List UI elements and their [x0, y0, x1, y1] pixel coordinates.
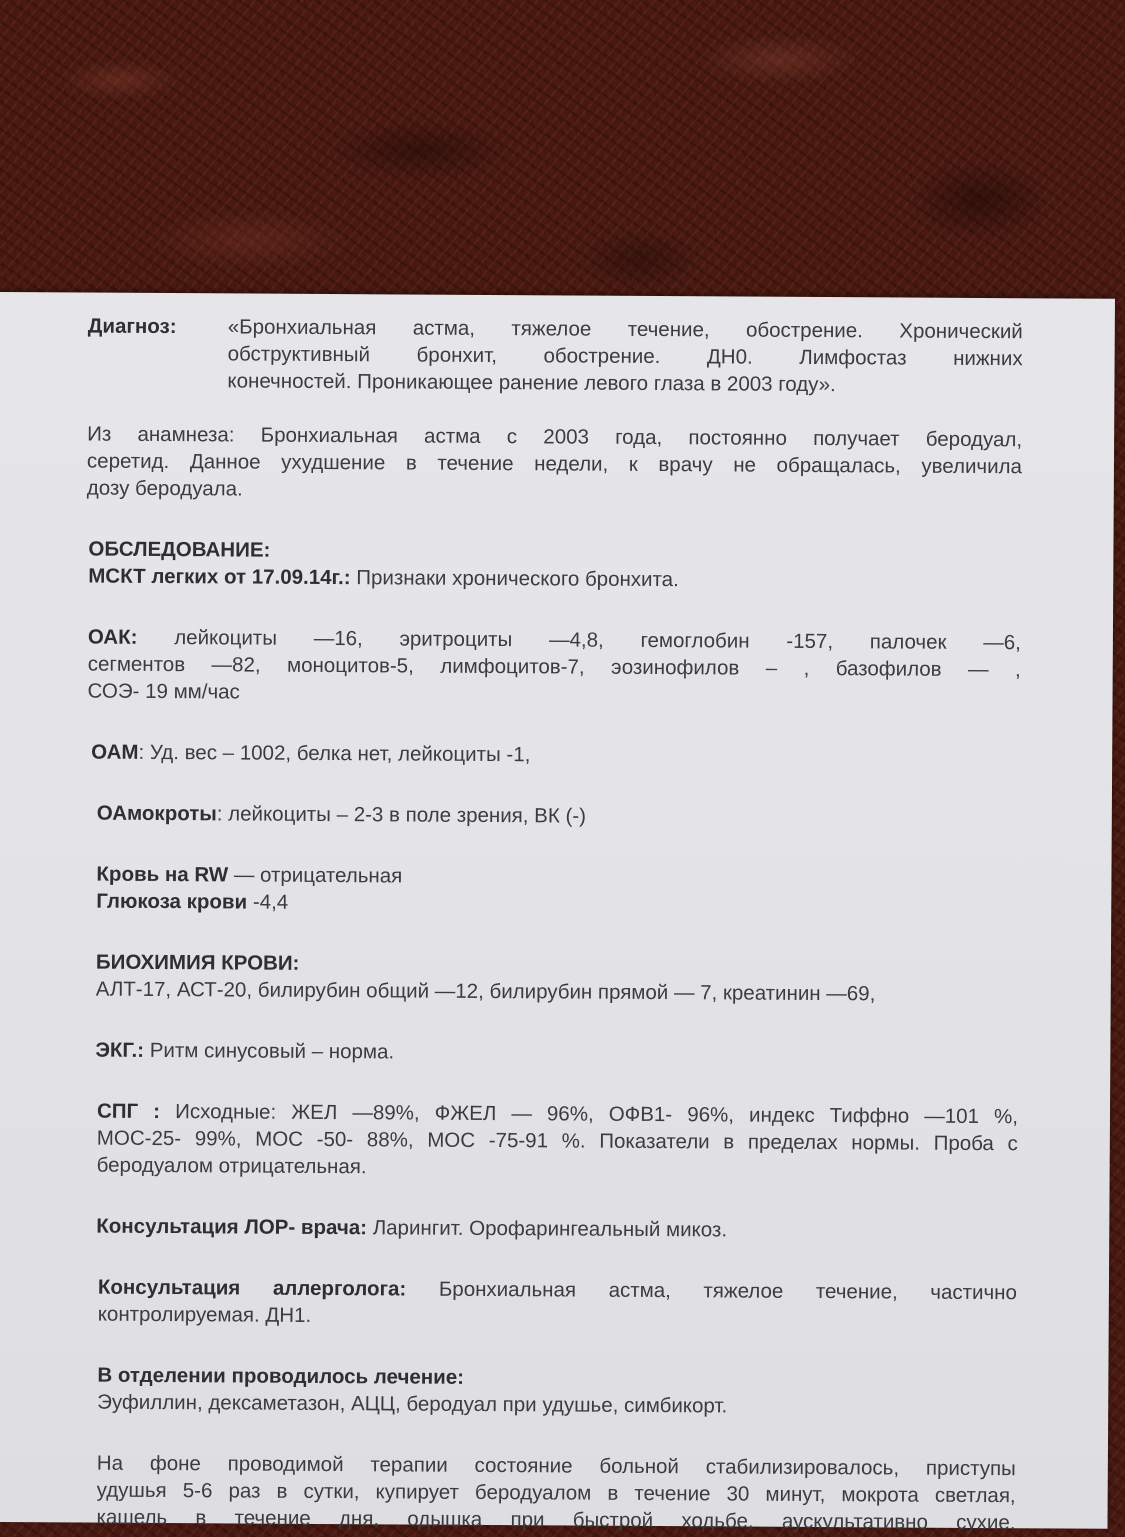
glucose-label: Глюкоза крови — [96, 889, 248, 914]
exam-section — [86, 536, 1021, 596]
ecg-line: ЭКГ.: Ритм синусовый – норма. — [95, 1038, 395, 1064]
paper-sheet — [0, 292, 1115, 1535]
spg-line: беродуалом отрицательная. — [96, 1153, 367, 1179]
oak-line: ОАК: лейкоциты —16, эритроциты —4,8, гемоглобин -157, палочек —6, — [87, 625, 1021, 655]
outcome-section — [80, 1450, 1015, 1537]
diagnosis-text — [227, 313, 1022, 399]
spg-label: СПГ : — [96, 1099, 161, 1123]
spg-section — [83, 1098, 1018, 1185]
sputum-line: ОАмокроты: лейкоциты – 2-3 в поле зрения, ВК (-) — [96, 801, 587, 828]
ecg-label: ЭКГ.: — [95, 1038, 145, 1062]
rw-label: Кровь на RW — [96, 862, 229, 887]
allergist-line: Консультация аллерголога: Бронхиальная астма, тяжелое течение, частично — [97, 1275, 1017, 1305]
allergist-section — [82, 1274, 1017, 1334]
ent-label: Консультация ЛОР- врача: — [96, 1214, 368, 1240]
diagnosis-label: Диагноз: — [87, 314, 177, 339]
outcome-line: кашель в течение дня, одышка при быстрой ходьбе, аускультативно сухие, — [96, 1505, 1016, 1535]
oak-line: СОЭ- 19 мм/час — [87, 679, 240, 704]
msct-line — [88, 563, 1021, 596]
glucose-line: Глюкоза крови -4,4 — [96, 889, 289, 914]
biochem-section — [84, 949, 1019, 1009]
anamnesis-line: дозу беродуала. — [86, 476, 243, 501]
biochem-text: АЛТ-17, АСТ-20, билирубин общий —12, билирубин прямой — 7, креатинин —69, — [95, 977, 876, 1006]
anamnesis-line: Из анамнеза: Бронхиальная астма с 2003 года, постоянно получает беродуал, — [87, 422, 1023, 452]
anamnesis-line: серетид. Данное ухудшение в течение недели, к врачу не обращалась, увеличила — [86, 449, 1023, 479]
diagnosis-line: конечностей. Проникающее ранение левого глаза в 2003 году». — [227, 369, 836, 397]
document-body — [80, 313, 1022, 1537]
spg-line: МОС-25- 99%, МОС -50- 88%, МОС -75-91 %. Показатели в пределах нормы. Проба с — [96, 1126, 1018, 1156]
treatment-text: Эуфиллин, дексаметазон, АЦЦ, беродуал при удушье, симбикорт. — [97, 1390, 728, 1418]
oak-label: ОАК: — [87, 625, 138, 649]
diagnosis-line: обструктивный бронхит, обострение. ДН0. Лимфостаз нижних — [227, 342, 1023, 371]
outcome-line: На фоне проводимой терапии состояние больной стабилизировалось, приступы — [96, 1451, 1016, 1481]
anamnesis-section — [87, 421, 1022, 508]
oam-line: ОАМ: Уд. вес – 1002, белка нет, лейкоциты -1, — [91, 740, 531, 767]
outcome-line: удушья 5-6 раз в сутки, купирует беродуалом в течение 30 минут, мокрота светлая, — [96, 1478, 1016, 1508]
diagnosis-line: «Бронхиальная астма, тяжелое течение, обострение. Хронический — [227, 315, 1023, 344]
allergist-label: Консультация аллерголога: — [97, 1275, 407, 1301]
ent-line: Консультация ЛОР- врача: Ларингит. Орофарингеальный микоз. — [96, 1214, 728, 1242]
sputum-label: ОАмокроты — [96, 801, 217, 826]
msct-label: МСКТ легких от 17.09.14г.: — [88, 564, 351, 590]
msct-text: Признаки хронического бронхита. — [350, 566, 679, 592]
exam-heading: ОБСЛЕДОВАНИЕ: — [88, 537, 271, 562]
rw-line: Кровь на RW — отрицательная — [96, 862, 403, 888]
treatment-heading: В отделении проводилось лечение: — [97, 1363, 465, 1389]
oak-line: сегментов —82, моноцитов-5, лимфоцитов-7, эозинофилов – , базофилов — , — [87, 652, 1021, 682]
oam-label: ОАМ — [91, 740, 139, 764]
spg-line: СПГ : Исходные: ЖЕЛ —89%, ФЖЕЛ — 96%, ОФВ1- 96%, индекс Тиффно —101 %, — [96, 1099, 1019, 1129]
treatment-section — [81, 1362, 1016, 1422]
diagnosis-section — [87, 313, 1022, 400]
oak-section — [85, 624, 1020, 711]
biochem-heading: БИОХИМИЯ КРОВИ: — [95, 950, 300, 975]
allergist-line: контролируемая. ДН1. — [97, 1302, 312, 1327]
